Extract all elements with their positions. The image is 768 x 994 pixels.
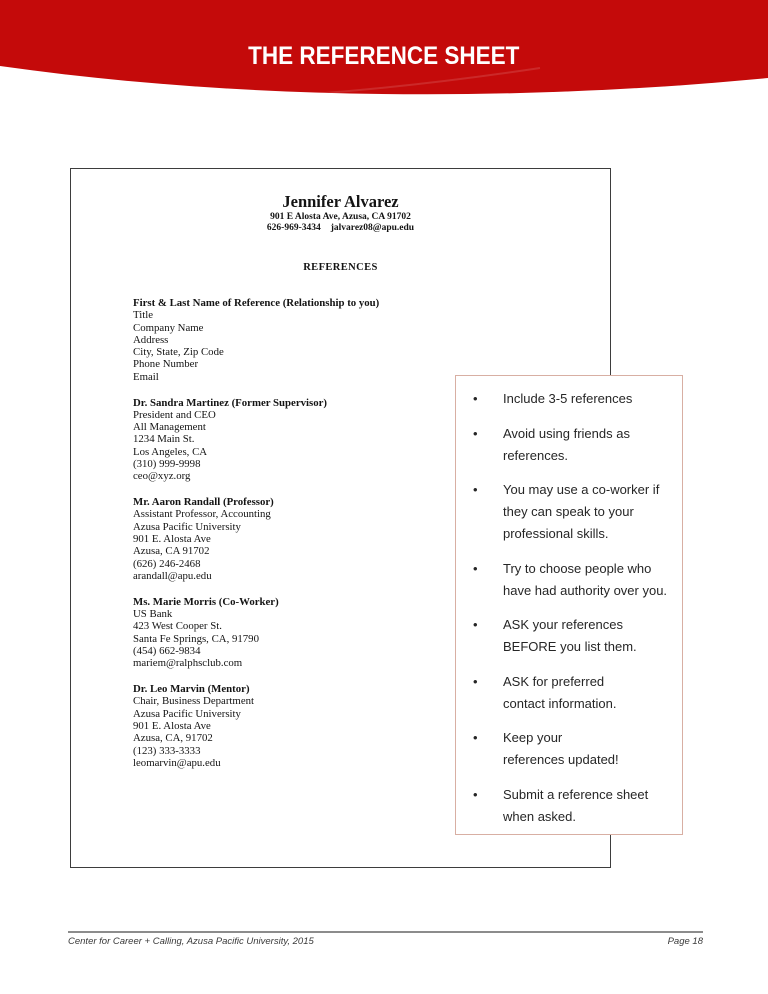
document-name: Jennifer Alvarez: [282, 192, 399, 211]
reference-line: Company Name: [133, 321, 204, 334]
page-title: [0, 42, 768, 71]
bullet-icon: •: [473, 425, 478, 441]
tip-item: • Try to choose people who have had authority over you.: [470, 558, 672, 602]
bullet-icon: •: [473, 730, 478, 745]
reference-heading: Dr. Sandra Martinez (Former Supervisor): [133, 396, 328, 409]
document-address: 901 E Alosta Ave, Azusa, CA 91702: [270, 212, 411, 222]
bullet-icon: •: [473, 560, 478, 576]
reference-heading: First & Last Name of Reference (Relationship to you): [133, 297, 380, 309]
document-contact-line: [71, 223, 610, 234]
reference-line: Address: [133, 333, 169, 346]
reference-line: Azusa, CA, 91702: [133, 732, 213, 745]
page-footer: [68, 931, 703, 947]
reference-line: Title: [133, 309, 154, 322]
reference-line: mariem@ralphsclub.com: [133, 657, 243, 670]
page-title-text: THE REFERENCE SHEET: [248, 42, 520, 70]
reference-line: (626) 246-2468: [133, 557, 201, 570]
reference-block: [133, 297, 580, 383]
reference-heading: Dr. Leo Marvin (Mentor): [133, 683, 250, 696]
bullet-icon: •: [473, 391, 478, 406]
footer-page-number: Page 18: [667, 936, 703, 947]
reference-line: Azusa Pacific University: [133, 707, 241, 720]
reference-line: Chair, Business Department: [133, 695, 255, 708]
tip-item: • Include 3-5 references: [470, 388, 672, 410]
reference-line: arandall@apu.edu: [133, 569, 212, 582]
reference-line: (310) 999-9998: [133, 458, 201, 471]
reference-line: Azusa Pacific University: [133, 520, 241, 533]
reference-line: leomarvin@apu.edu: [133, 756, 221, 769]
header-banner: [0, 0, 768, 112]
tip-item: • Submit a reference sheet when asked.: [470, 784, 672, 828]
reference-heading: Ms. Marie Morris (Co-Worker): [133, 595, 279, 608]
reference-line: US Bank: [133, 608, 173, 621]
bullet-icon: •: [473, 786, 478, 802]
references-heading: REFERENCES: [303, 262, 378, 273]
tips-box: [455, 375, 683, 835]
reference-line: 901 E. Alosta Ave: [133, 719, 211, 732]
tip-item: • ASK for preferred contact information.: [470, 671, 672, 715]
reference-line: 423 West Cooper St.: [133, 620, 222, 633]
reference-line: (123) 333-3333: [133, 744, 201, 757]
reference-line: Phone Number: [133, 358, 199, 371]
reference-line: (454) 662-9834: [133, 644, 201, 657]
reference-line: Assistant Professor, Accounting: [133, 508, 271, 521]
reference-line: 1234 Main St.: [133, 433, 195, 446]
tips-list: [470, 388, 672, 828]
reference-line: Santa Fe Springs, CA, 91790: [133, 632, 259, 645]
tip-item: • Avoid using friends as references.: [470, 423, 672, 467]
reference-line: President and CEO: [133, 408, 216, 421]
reference-line: 901 E. Alosta Ave: [133, 533, 211, 546]
tip-item: • You may use a co-worker if they can speak to your professional skills.: [470, 479, 672, 545]
reference-line: Los Angeles, CA: [133, 445, 208, 458]
bullet-icon: •: [473, 673, 478, 689]
bullet-icon: •: [473, 482, 478, 497]
footer-source: Center for Career + Calling, Azusa Pacific University, 2015: [68, 936, 314, 947]
reference-line: Azusa, CA 91702: [133, 545, 210, 558]
reference-line: All Management: [133, 421, 206, 434]
reference-heading: Mr. Aaron Randall (Professor): [133, 496, 274, 509]
tip-item: • Keep your references updated!: [470, 727, 672, 771]
reference-line: City, State, Zip Code: [133, 346, 224, 359]
bullet-icon: •: [473, 617, 478, 632]
document-email: jalvarez08@apu.edu: [330, 223, 415, 233]
tip-item: • ASK your references BEFORE you list them.: [470, 614, 672, 658]
reference-line: Email: [133, 370, 159, 383]
document-phone: 626-969-3434: [266, 223, 321, 233]
reference-line: ceo@xyz.org: [133, 470, 191, 483]
